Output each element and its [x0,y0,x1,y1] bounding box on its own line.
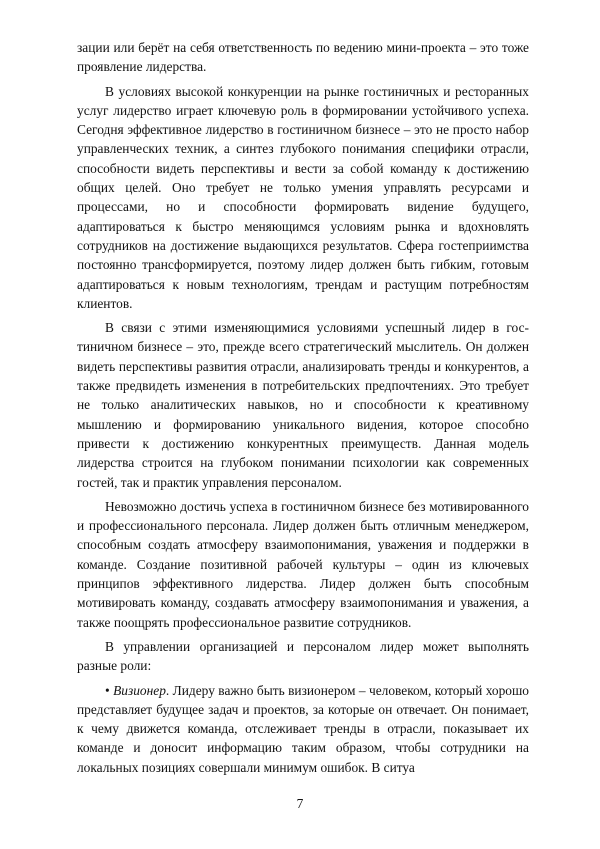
page-body [77,38,529,782]
list-item-visionary [77,681,529,777]
paragraph-leadership-competition: В условиях высокой конкуренции на рынке гостиничных и ресторанных услуг лидерство играет ключевую роль в формировании устойчивого успеха. Сегодня эффективное лидерство в гостиничном бизнесе – это не просто набор управленческих техник, а синтез глубокого понимания специфики отрасли, способности видеть перспективы и вести за собой команду к достижению общих целей. Оно требует не только умения управлять ресурсами и процессами, но и способности формировать видение будущего, адаптироваться к быстро меняющимся условиям рынка и вдохновлять сотрудников на достижение выдающихся результатов. Сфера гостеприимства постоянно трансформируется, поэтому лидер должен быть гибким, готовым адаптироваться к новым технологиям, трендам и растущим потребностям клиентов. [77,83,529,311]
role-term: Визионер [113,682,166,698]
role-description: . Лидеру важно быть визионером – человеком, который хорошо представляет будущее задач и проектов, за которые он отвечает. Он понимает, к чему движется команда, отслеживает тренды в отрасли, показывает их команде и доносит информацию таким образом, чтобы сотрудники на локальных позициях совершали минимум ошибок. В ситуа [77,682,529,775]
paragraph-strategic-thinker: В связи с этими изменяющимися условиями успешный лидер в гостиничном бизнесе – это, прежде всего стратегический мыслитель. Он должен видеть перспективы развития отрасли, анализировать тренды и конкурентов, а также предвидеть изменения в потребительских предпочтениях. Это требует не только аналитических навыков, но и способности к креативному мышлению и формированию уникального видения, которое способно привести к достижению конкурентных преимуществ. Данная модель лидерства строится на глубоком понимании психологии как современных гостей, так и практик управления персоналом. [77,320,529,490]
bullet-icon: • [105,682,110,698]
paragraph-intro-continuation: зации или берёт на себя ответственность по ведению мини-проекта – это тоже проявление лидерства. [77,40,529,75]
paragraph-motivated-staff: Невозможно достичь успеха в гостиничном бизнесе без мотивированного и профессионального персонала. Лидер должен быть отличным менеджером, способным создать атмосферу взаимопонимания, уважения и поддержки в команде. Создание позитивной рабочей культуры – один из ключевых принципов эффективного лидерства. Лидер должен быть способным мотивировать команду, создавать атмосферу взаимопонимания и уважения, а также поощрять профессиональное развитие сотрудников. [77,498,529,630]
page-number: 7 [296,796,304,811]
paragraph-roles-intro: В управлении организацией и персоналом лидер может выполнять разные роли: [77,638,529,674]
